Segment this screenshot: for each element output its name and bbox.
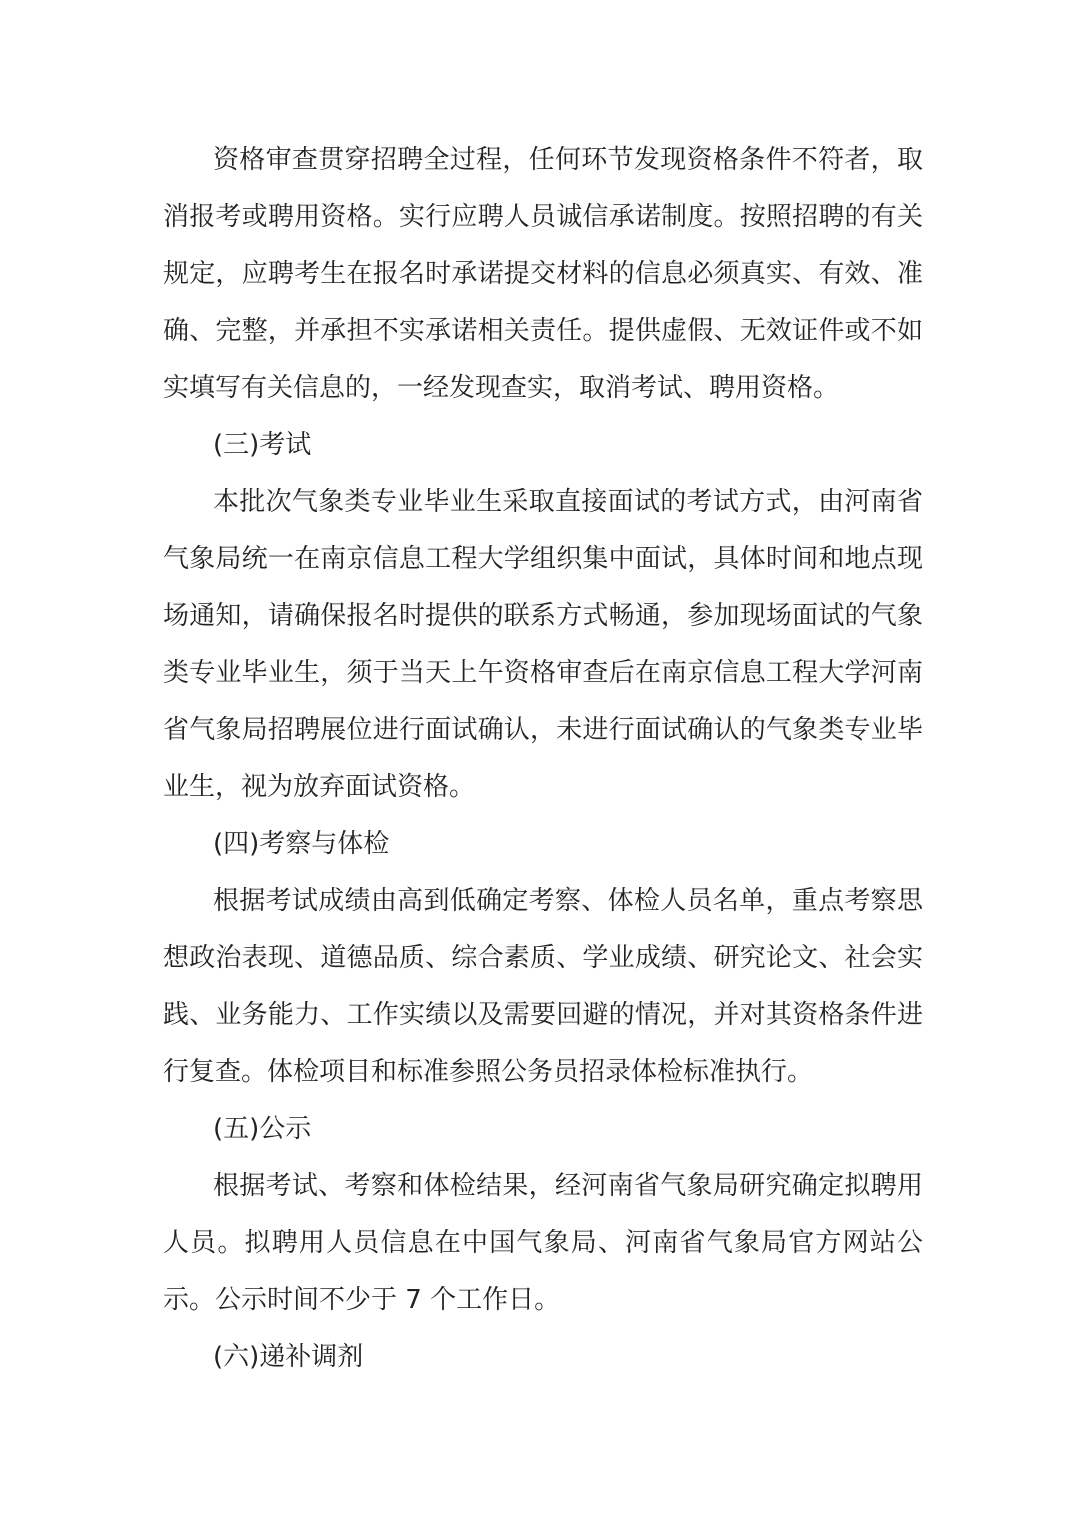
section-heading-exam: (三)考试 [213,430,312,460]
section-heading-substitution: (六)递补调剂 [213,1342,364,1372]
paragraph-exam: 本批次气象类专业毕业生采取直接面试的考试方式，由河南省气象局统一在南京信息工程大学组织集中面试，具体时间和地点现场通知，请确保报名时提供的联系方式畅通，参加现场面试的气象类专业毕业生，须于当天上午资格审查后在南京信息工程大学河南省气象局招聘展位进行面试确认，未进行面试确认的气象类专业毕业生，视为放弃面试资格。 [163,487,923,802]
section-heading-publicity: (五)公示 [213,1114,312,1144]
paragraph-publicity: 根据考试、考察和体检结果，经河南省气象局研究确定拟聘用人员。拟聘用人员信息在中国气象局、河南省气象局官方网站公示。公示时间不少于 7 个工作日。 [163,1171,923,1315]
document-body [163,132,923,1386]
section-heading-inspection-medical: (四)考察与体检 [213,829,390,859]
paragraph-inspection-medical: 根据考试成绩由高到低确定考察、体检人员名单，重点考察思想政治表现、道德品质、综合素质、学业成绩、研究论文、社会实践、业务能力、工作实绩以及需要回避的情况，并对其资格条件进行复查。体检项目和标准参照公务员招录体检标准执行。 [163,886,923,1087]
paragraph-qualification-review: 资格审查贯穿招聘全过程，任何环节发现资格条件不符者，取消报考或聘用资格。实行应聘人员诚信承诺制度。按照招聘的有关规定，应聘考生在报名时承诺提交材料的信息必须真实、有效、准确、完整，并承担不实承诺相关责任。提供虚假、无效证件或不如实填写有关信息的，一经发现查实，取消考试、聘用资格。 [163,145,923,403]
